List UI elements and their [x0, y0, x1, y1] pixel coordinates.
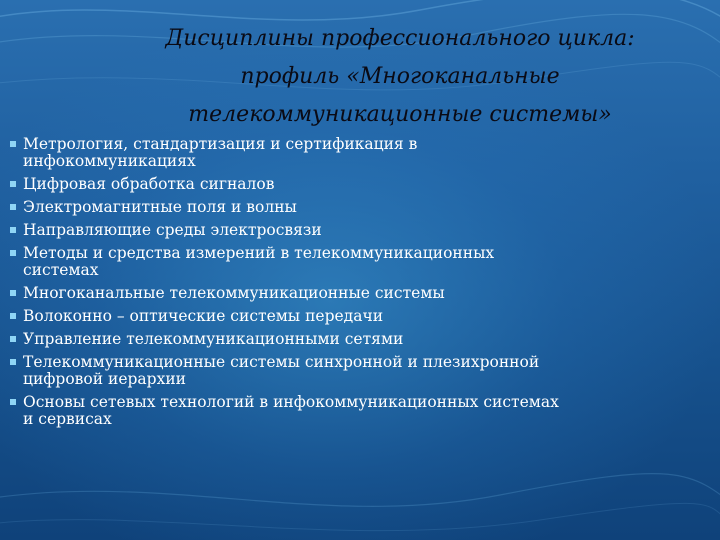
square-bullet-icon	[10, 336, 16, 342]
list-item-text: Управление телекоммуникационными сетями	[23, 330, 404, 348]
square-bullet-icon	[10, 359, 16, 365]
square-bullet-icon	[10, 250, 16, 256]
list-item-text: Цифровая обработка сигналов	[23, 175, 275, 193]
list-item	[10, 245, 715, 279]
discipline-list	[10, 136, 715, 434]
list-item-text: Волоконно – оптические системы передачи	[23, 307, 384, 325]
list-item	[10, 331, 715, 348]
list-item	[10, 354, 715, 388]
list-item	[10, 394, 715, 428]
list-item	[10, 285, 715, 302]
list-item-text: Основы сетевых технологий в инфокоммуникационных системах и сервисах	[23, 393, 559, 428]
list-item-text: Направляющие среды электросвязи	[23, 221, 322, 239]
square-bullet-icon	[10, 227, 16, 233]
slide-title-line-2: профиль «Многоканальные	[240, 64, 560, 89]
list-item-text: Многоканальные телекоммуникационные системы	[23, 284, 445, 302]
square-bullet-icon	[10, 313, 16, 319]
list-item	[10, 308, 715, 325]
list-item-text: Метрология, стандартизация и сертификация в инфокоммуникациях	[23, 135, 418, 170]
square-bullet-icon	[10, 204, 16, 210]
list-item	[10, 136, 715, 170]
square-bullet-icon	[10, 399, 16, 405]
list-item	[10, 222, 715, 239]
slide-title-line-3: телекоммуникационные системы»	[188, 102, 612, 127]
list-item	[10, 199, 715, 216]
square-bullet-icon	[10, 141, 16, 147]
list-item	[10, 176, 715, 193]
square-bullet-icon	[10, 181, 16, 187]
list-item-text: Методы и средства измерений в телекоммуникационных системах	[23, 244, 495, 279]
square-bullet-icon	[10, 290, 16, 296]
slide-title	[60, 20, 720, 134]
list-item-text: Электромагнитные поля и волны	[23, 198, 297, 216]
list-item-text: Телекоммуникационные системы синхронной и плезихронной цифровой иерархии	[23, 353, 540, 388]
slide-title-line-1: Дисциплины профессионального цикла:	[165, 26, 635, 51]
